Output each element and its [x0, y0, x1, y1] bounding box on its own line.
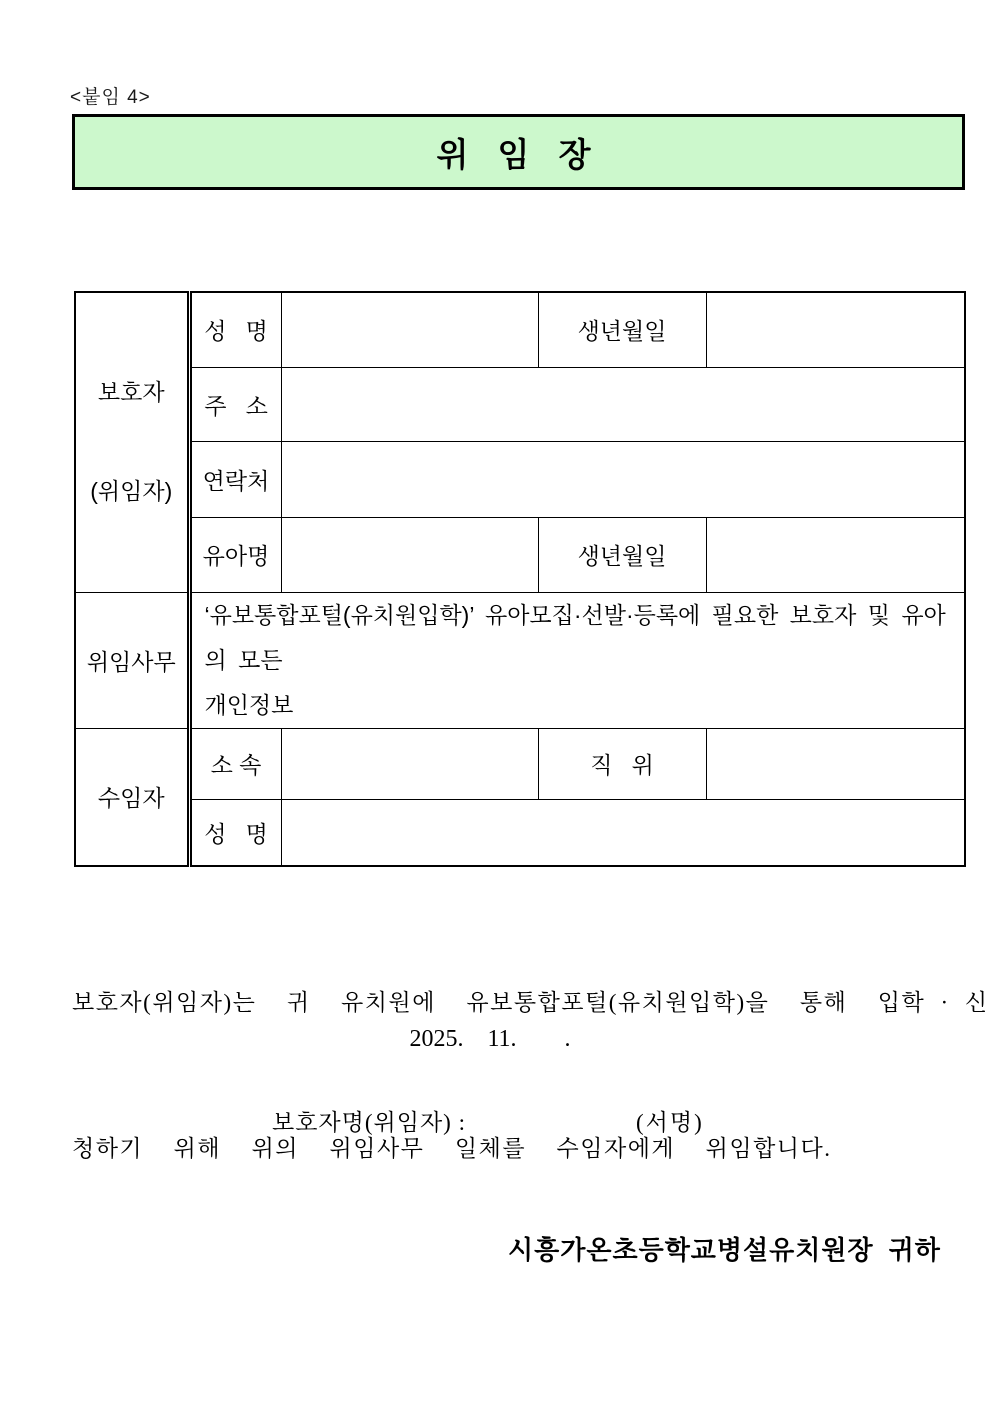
- task-content-line1: ‘유보통합포털(유치원입학)’ 유아모집·선발·등록에 필요한 보호자 및 유아의 모든: [204, 601, 946, 673]
- guardian-group-cell: [75, 292, 189, 592]
- declaration-line1: 보호자(위임자)는 귀 유치원에 유보통합포털(유치원입학)을 통해 입학 · 신: [72, 990, 989, 1015]
- table-row: [75, 799, 965, 866]
- child-name-label: 유아명: [189, 517, 281, 592]
- title-box: [72, 114, 965, 190]
- table-row: [75, 441, 965, 517]
- guardian-address-label: 주 소: [189, 367, 281, 441]
- child-name-input-cell[interactable]: [281, 517, 538, 592]
- guardian-group-label-line2: (위임자): [90, 478, 173, 505]
- table-row: [75, 367, 965, 441]
- declaration-paragraph: [72, 882, 989, 1270]
- signature-note: (서명): [636, 1110, 704, 1135]
- guardian-birth-label: 생년월일: [538, 292, 706, 367]
- delegate-affiliation-input-cell[interactable]: [281, 728, 538, 799]
- table-row: [75, 292, 965, 367]
- task-group-cell: 위임사무: [75, 592, 189, 728]
- attachment-label: <붙임 4>: [70, 87, 151, 108]
- delegate-name-input-cell[interactable]: [281, 799, 965, 866]
- delegate-position-label: 직 위: [538, 728, 706, 799]
- delegate-position-input-cell[interactable]: [706, 728, 965, 799]
- table-row: [75, 728, 965, 799]
- child-birth-label: 생년월일: [538, 517, 706, 592]
- guardian-birth-input-cell[interactable]: [706, 292, 965, 367]
- task-content-cell: [189, 592, 965, 728]
- recipient-line: 시흥가온초등학교병설유치원장 귀하: [508, 1236, 941, 1265]
- document-title: 위 임 장: [436, 135, 601, 173]
- date-line: 2025. 11. .: [409, 1026, 571, 1052]
- guardian-address-input-cell[interactable]: [281, 367, 965, 441]
- delegate-name-label: 성 명: [189, 799, 281, 866]
- guardian-group-label-line1: 보호자: [97, 379, 165, 406]
- table-row: [75, 517, 965, 592]
- signer-name-label: 보호자명(위임자) :: [272, 1110, 466, 1135]
- delegate-affiliation-label: 소 속: [189, 728, 281, 799]
- table-row: [75, 592, 965, 728]
- child-birth-input-cell[interactable]: [706, 517, 965, 592]
- delegate-group-cell: 수임자: [75, 728, 189, 866]
- guardian-name-input-cell[interactable]: [281, 292, 538, 367]
- guardian-name-label: 성 명: [189, 292, 281, 367]
- delegation-table: [74, 291, 966, 867]
- guardian-contact-label: 연락처: [189, 441, 281, 517]
- guardian-contact-input-cell[interactable]: [281, 441, 965, 517]
- declaration-line2: 청하기 위해 위의 위임사무 일체를 수임자에게 위임합니다.: [72, 1135, 832, 1161]
- task-content-line2: 개인정보: [204, 691, 294, 718]
